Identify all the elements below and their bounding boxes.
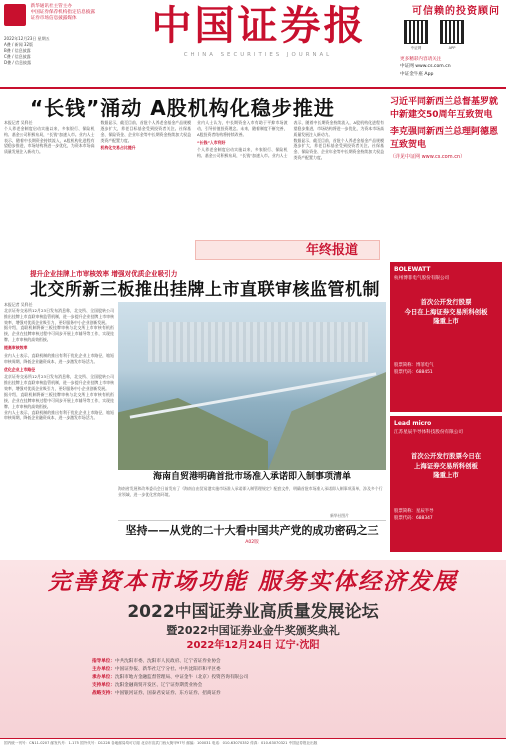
paragraph: 业内人士表示，直联机制的推出有利于优化企业上市路径，缩短审核周期，降低企业融资成本，进一步激发市场活力。 (4, 409, 114, 421)
website-link[interactable]: 中证网 www.cs.com.cn (400, 64, 451, 70)
ad-title (394, 298, 498, 327)
promo-headline[interactable]: 李克强同新西兰总理阿德恩互致贺电 (390, 127, 499, 151)
forum-row (92, 658, 412, 666)
forum-row-label: 支持单位： (92, 683, 115, 689)
slogan: 可信赖的投资顾问 (412, 6, 500, 17)
issue-section: A叠 / 新闻 32版 (4, 42, 33, 47)
forum-row (92, 690, 412, 698)
issue-date: 2022年12月23日 (4, 36, 37, 41)
app-links-title: 更多精彩内容请关注 (400, 57, 442, 62)
forum-organizers (92, 658, 412, 698)
forum-row-text: 中共沈阳市委、沈阳市人民政府、辽宁省证券业协会 (114, 659, 221, 664)
photo-land (268, 372, 386, 470)
issue-info (4, 36, 132, 66)
ad-stock-code: 股票代码：688451 (394, 370, 433, 376)
qr-label: 中证网 (410, 46, 422, 50)
ad-stock-info (394, 508, 498, 522)
ad-title-line: 首次公开发行股票今日在 (410, 452, 482, 460)
issue-section: C叠 / 信息披露 (4, 54, 31, 59)
paragraph: 北京证券交易所12月23日发布消息称，北交所、全国股转公司推出挂牌上市直联审核监管机制，进一步提升企业挂牌上市审核效率，增强对优质企业吸引力，更好服务中小企业创新发展。 (4, 307, 114, 325)
ad-logo: Lead micro (394, 420, 432, 427)
paragraph: 北京证券交易所12月23日发布消息称，北交所、全国股转公司推出挂牌上市直联审核监管机制，进一步提升企业挂牌上市审核效率，增强对优质企业吸引力，更好服务中小企业创新发展。 (4, 374, 114, 392)
forum-row-text: 中国银河证券、国泰君安证券、东方证券、招商证券 (114, 691, 221, 697)
ad-company: 杭州博菲电气股份有限公司 (394, 276, 450, 281)
publisher-line: 新华通讯社主管主办 (30, 4, 72, 9)
issue-section: B叠 / 信息披露 (4, 48, 31, 53)
photo-land (118, 398, 268, 470)
newspaper-subtitle: CHINA SECURITIES JOURNAL (183, 52, 333, 58)
publisher-line: 中国证券保荐机构指定信息披露 (30, 10, 95, 16)
ad-stock-code: 股票代码：688347 (394, 516, 433, 522)
story2-kicker: 提升企业挂牌上市审核效率 增强对优质企业吸引力 (30, 270, 178, 278)
forum-date: 2022年12月24日 辽宁·沈阳 (186, 640, 320, 651)
series-banner[interactable]: 坚持——从党的二十大看中国共产党的成功密码之三 (125, 524, 379, 537)
issue-section: D叠 / 信息披露 (4, 60, 31, 65)
forum-ad[interactable] (0, 560, 506, 738)
qr-label: APP (448, 46, 456, 50)
forum-subtitle: 暨2022中国证券业金牛奖颁奖典礼 (166, 624, 340, 637)
forum-row-label: 主办单位： (92, 667, 115, 673)
photo-caption-title[interactable]: 海南自贸港明确首批市场准入承诺即入制事项清单 (152, 472, 351, 482)
paragraph: 数据显示，截至目前，首批个人养老金基金产品规模逐步扩大，养老目标基金受到投资者关注。社保基金、保险资金、企业年金等中长期资金持续加大权益类资产配置力度。 (100, 120, 191, 143)
forum-row-text: 沈阳金融商贸开发区、辽宁证券期货业协会 (114, 683, 203, 689)
lead-headline[interactable]: “长钱”涌动 A股机构化稳步推进 (30, 96, 335, 120)
ad-leadmicro[interactable] (390, 416, 502, 552)
story2-body (4, 302, 114, 534)
qr-code-icon[interactable] (404, 20, 428, 44)
publisher-block (4, 4, 132, 26)
paragraph: 业内人士认为，中长期资金入市有助于平抑市场波动，引导价值投资理念。未来，随着制度不断完善，A股投资者结构将持续改善。 (197, 120, 288, 137)
page-footer: 国内统一刊号：CN11-0207 邮发代号：1-175 国外代号：D1228 各地邮局均可订阅 北京市宣武门西大街甲97号 邮编：100031 电话：010-63070352 传真：010-63070321 中国证券报社出版 (0, 738, 506, 750)
promo-link[interactable]: （详见中证网 www.cs.com.cn） (390, 154, 466, 161)
subhead: 优化企业上市路径 (4, 366, 36, 372)
publisher-line: 证券市场信息披露媒体 (30, 16, 77, 22)
paragraph: 据介绍，直联机制将新三板挂牌审核与北交所上市审核有机衔接，企业在挂牌审核过程中可同步开展上市辅导等工作，实现挂牌、上市审核的高效衔接。 (4, 392, 114, 409)
promo-headline[interactable]: 习近平同新西兰总督基罗就中新建交50周年互致贺电 (390, 97, 499, 121)
masthead (0, 0, 506, 88)
subhead: 机构化交易占比提升 (100, 145, 136, 151)
ad-bolewatt[interactable] (390, 262, 502, 412)
forum-title: 2022中国证券业高质量发展论坛 (127, 602, 379, 622)
ad-company: 江苏星辰半导体科技股份有限公司 (394, 430, 463, 435)
paragraph: 业内人士表示，直联机制的推出有利于优化企业上市路径，缩短审核周期，降低企业融资成本，进一步激发市场活力。 (4, 352, 114, 364)
byline: 本报记者 吴科任 (4, 302, 33, 307)
ad-title-line: 隆重上市 (433, 471, 459, 480)
paragraph: 个人养老金制度启动实施以来，多家银行、保险机构、基金公司积极布局，“长钱”加速入市。业内人士表示，随着中长期资金持续流入，A股机构化进程有望稳步推进，市场结构将进一步优化，为资本市场高质量发展注入新动力。 (4, 125, 95, 155)
app-links (400, 56, 500, 78)
ad-stock-info (394, 362, 498, 376)
photo-city-skyline (148, 322, 368, 362)
ad-title (394, 452, 498, 481)
year-end-report-banner (195, 240, 380, 260)
issue-weekday: 星期五 (37, 36, 50, 41)
paragraph: 据介绍，直联机制将新三板挂牌审核与北交所上市审核有机衔接，企业在挂牌审核过程中可同步开展上市辅导等工作，实现挂牌、上市审核的高效衔接。 (4, 325, 114, 343)
forum-row (92, 666, 412, 674)
photo-caption-body: 海南省发展和改革委员会日前发布了《海南自由贸易港实施市场准入承诺即入制管理规定》配套文件，明确首批市场准入承诺即入制事项清单，涉及多个行业领域，进一步优化营商环境。 (118, 486, 383, 497)
forum-row (92, 674, 412, 682)
forum-calligraphy: 完善资本市场功能 服务实体经济发展 (47, 568, 458, 595)
ad-title-line: 隆重上市 (433, 317, 459, 326)
forum-row-label: 指导单位： (92, 659, 115, 664)
qr-code-icon[interactable] (440, 20, 464, 44)
masthead-divider (0, 87, 506, 89)
paragraph: 数据显示，截至目前，首批个人养老金基金产品规模逐步扩大，养老目标基金受到投资者关注。社保基金、保险资金、企业年金等中长期资金持续加大权益类资产配置力度。 (293, 137, 384, 161)
app-link[interactable]: 中证金牛座 App (400, 71, 434, 77)
subhead: “长钱”入市利好 (197, 139, 226, 145)
ad-title-line: 今日在上海证券交易所科创板 (404, 307, 488, 316)
news-photo-hainan-port[interactable] (118, 302, 386, 470)
forum-row-label: 战略支持： (92, 691, 115, 697)
year-end-report-label: 年终报道 (306, 243, 359, 258)
story2-headline[interactable]: 北交所新三板推出挂牌上市直联审核监管机制 (30, 280, 380, 300)
forum-row-label: 承办单位： (92, 675, 115, 681)
subhead: 提高审核效率 (4, 345, 28, 351)
photo-credit: 新华社图片 (330, 513, 349, 518)
ad-title-line: 首次公开发行股票 (420, 298, 472, 306)
publisher-lines (31, 4, 131, 23)
forum-row-text: 沈阳市地方金融监督管理局、中证金牛（北京）投资咨询有限公司 (114, 675, 249, 681)
xinhua-logo-icon (4, 4, 26, 26)
series-page-ref: A02版 (245, 540, 259, 545)
byline: 本报记者 吴科任 (4, 120, 33, 125)
divider (118, 520, 386, 521)
paragraph: 个人养老金制度启动实施以来，多家银行、保险机构、基金公司积极布局，“长钱”加速入市。业内人士表示，随着中长期资金持续流入，A股机构化进程有望稳步推进，市场结构将进一步优化，为资本市场高质量发展注入新动力。 (197, 120, 384, 159)
ad-stock-name: 股票简称：星辰半导 (394, 509, 434, 514)
ad-title-line: 上海证券交易所科创板 (414, 461, 478, 470)
ad-logo: BOLEWATT (394, 266, 431, 273)
newspaper-title: 中国证券报 (151, 2, 367, 49)
ad-stock-name: 股票简称：博菲电气 (394, 363, 434, 368)
forum-row-text: 中国证券报、新华社辽宁分社、中共沈阳市和平区委 (114, 667, 221, 673)
forum-row (92, 682, 412, 690)
